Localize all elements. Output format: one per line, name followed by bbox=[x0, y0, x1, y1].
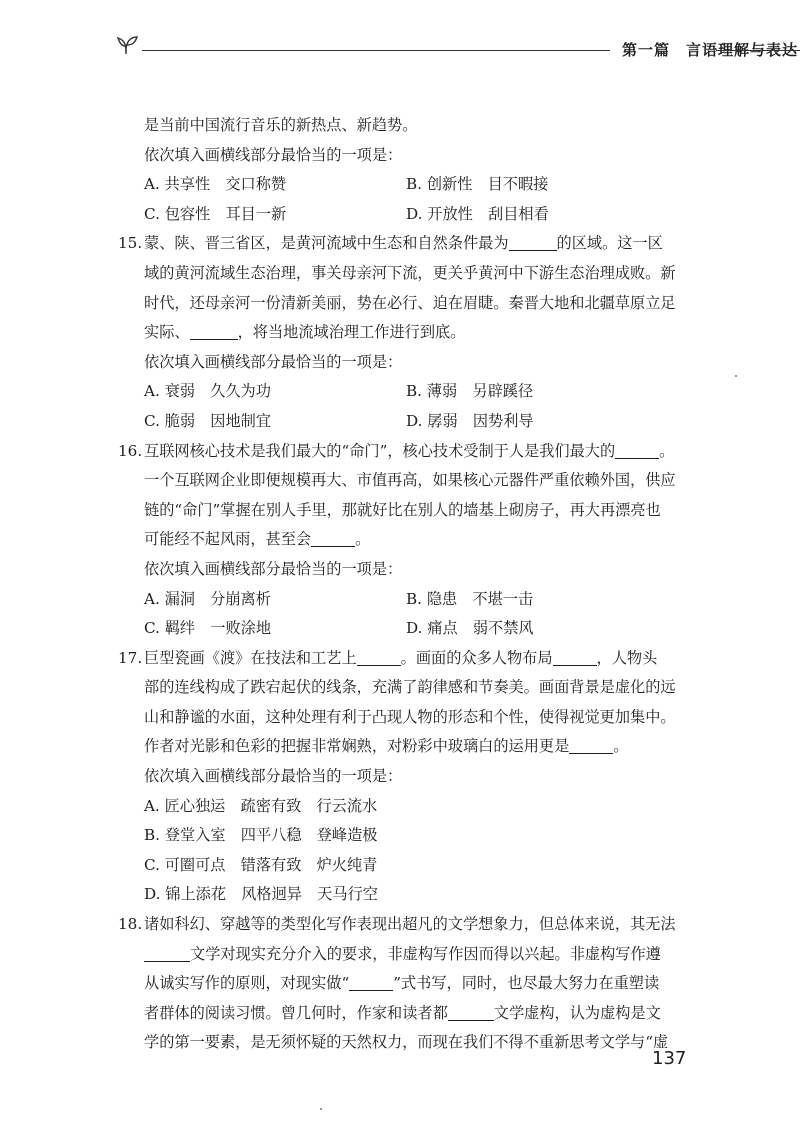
page-number: 137 bbox=[652, 1048, 687, 1069]
answer-blank bbox=[569, 736, 613, 754]
q15-text: 蒙、陕、晋三省区，是黄河流域中生态和自然条件最为 bbox=[144, 234, 509, 253]
q18-line2 bbox=[118, 940, 723, 970]
answer-blank bbox=[509, 233, 557, 251]
q15-text: ，将当地流域治理工作进行到底。 bbox=[237, 323, 466, 342]
answer-blank bbox=[144, 944, 190, 962]
question-number: 15. bbox=[118, 234, 143, 253]
q16-line2: 一个互联网企业即便规模再大、市值再高，如果核心元器件严重依赖外国，供应 bbox=[144, 471, 676, 490]
q15-line1 bbox=[118, 229, 723, 259]
option-a: A. 衰弱 久久为功 bbox=[144, 382, 271, 401]
page-content bbox=[118, 111, 723, 1058]
q17-text: 作者对光影和色彩的把握非常娴熟，对粉彩中玻璃白的运用更是 bbox=[144, 737, 570, 756]
carryover-options-row1 bbox=[118, 170, 723, 200]
q15-options-row2 bbox=[118, 407, 723, 437]
option-b: B. 创新性 目不暇接 bbox=[406, 175, 549, 194]
answer-blank bbox=[448, 1003, 494, 1021]
q18-line4 bbox=[118, 999, 723, 1029]
carryover-options-row2 bbox=[118, 200, 723, 230]
q17-text: 巨型瓷画《渡》在技法和工艺上 bbox=[144, 648, 357, 667]
scan-speck bbox=[735, 375, 737, 377]
q16-options-row2 bbox=[118, 614, 723, 644]
scan-speck bbox=[320, 1108, 322, 1110]
q15-prompt: 依次填入画横线部分最恰当的一项是： bbox=[144, 352, 403, 371]
option-d: D. 痛点 弱不禁风 bbox=[406, 619, 534, 638]
carryover-line: 是当前中国流行音乐的新热点、新趋势。 bbox=[144, 116, 418, 134]
answer-blank bbox=[357, 648, 401, 666]
q16-text: 可能经不起风雨，甚至会 bbox=[144, 530, 312, 549]
q17-option-b: B. 登堂入室 四平八稳 登峰造极 bbox=[144, 826, 378, 845]
q17-text: 。画面的众多人物布局 bbox=[400, 648, 553, 667]
q17-option-c: C. 可圈可点 错落有致 炉火纯青 bbox=[144, 855, 378, 874]
q17-option-a: A. 匠心独运 疏密有致 行云流水 bbox=[144, 796, 378, 815]
question-number: 18. bbox=[118, 915, 143, 934]
q15-text: 实际、 bbox=[144, 323, 190, 342]
q15-line3: 时代，还母亲河一份清新美丽，势在必行、迫在眉睫。秦晋大地和北疆草原立足 bbox=[144, 293, 676, 312]
option-b: B. 隐患 不堪一击 bbox=[406, 589, 534, 608]
q18-line1 bbox=[118, 910, 723, 940]
q17-line3: 山和静谧的水面，这种处理有利于凸现人物的形态和个性，使得视觉更加集中。 bbox=[144, 707, 676, 726]
q15-text: 的区域。这一区 bbox=[556, 234, 663, 253]
page-header bbox=[112, 30, 800, 70]
q16-prompt: 依次填入画横线部分最恰当的一项是： bbox=[144, 559, 403, 578]
q18-text: 从诚实写作的原则，对现实做“ bbox=[144, 974, 350, 993]
q15-line2: 域的黄河流域生态治理，事关母亲河下流，更关乎黄河中下游生态治理成败。新 bbox=[144, 263, 676, 282]
q16-options-row1 bbox=[118, 585, 723, 615]
header-rule-left bbox=[142, 50, 610, 51]
header-rule-right bbox=[716, 50, 800, 51]
q17-line4 bbox=[118, 732, 723, 762]
option-a: A. 漏洞 分崩离析 bbox=[144, 589, 271, 608]
answer-blank bbox=[615, 441, 659, 459]
option-c: C. 脆弱 因地制宜 bbox=[144, 411, 272, 430]
option-b: B. 薄弱 另辟蹊径 bbox=[406, 382, 534, 401]
answer-blank bbox=[311, 529, 355, 547]
question-number: 17. bbox=[118, 648, 143, 667]
q17-text: ，人物头 bbox=[596, 648, 658, 667]
q17-text: 。 bbox=[613, 737, 629, 756]
answer-blank bbox=[553, 648, 597, 666]
q15-line4 bbox=[118, 318, 723, 348]
q18-text: 者群体的阅读习惯。曾几何时，作家和读者都 bbox=[144, 1003, 448, 1022]
q18-text: 文学对现实充分介入的要求，非虚构写作因而得以兴起。非虚构写作遵 bbox=[190, 944, 661, 963]
answer-blank bbox=[190, 322, 238, 340]
q18-line5: 学的第一要素，是无须怀疑的天然权力，而现在我们不得不重新思考文学与“虚 bbox=[144, 1033, 669, 1052]
sprout-icon bbox=[112, 30, 142, 60]
q18-text: 文学虚构，认为虚构是文 bbox=[493, 1003, 661, 1022]
q17-prompt: 依次填入画横线部分最恰当的一项是： bbox=[144, 767, 403, 786]
option-c: C. 包容性 耳目一新 bbox=[144, 204, 287, 223]
q15-options-row1 bbox=[118, 377, 723, 407]
section-title: 第一篇 言语理解与表达 bbox=[622, 41, 799, 59]
option-d: D. 开放性 刮目相看 bbox=[406, 204, 549, 223]
q18-text: ”式书写，同时，也尽最大努力在重塑读 bbox=[393, 974, 660, 993]
q18-text: 诸如科幻、穿越等的类型化写作表现出超凡的文学想象力，但总体来说，其无法 bbox=[144, 915, 676, 934]
question-number: 16. bbox=[118, 441, 143, 460]
q17-line1 bbox=[118, 644, 723, 674]
q17-line2: 部的连线构成了跌宕起伏的线条，充满了韵律感和节奏美。画面背景是虚化的远 bbox=[144, 678, 676, 697]
option-a: A. 共享性 交口称赞 bbox=[144, 175, 287, 194]
q18-line3 bbox=[118, 969, 723, 999]
answer-blank bbox=[349, 973, 393, 991]
q16-text: 互联网核心技术是我们最大的“命门”，核心技术受制于人是我们最大的 bbox=[144, 441, 616, 460]
q16-line3: 链的“命门”掌握在别人手里，那就好比在别人的墙基上砌房子，再大再漂亮也 bbox=[144, 500, 661, 519]
q17-option-d: D. 锦上添花 风格迥异 天马行空 bbox=[144, 885, 378, 904]
carryover-prompt: 依次填入画横线部分最恰当的一项是： bbox=[144, 145, 403, 164]
option-d: D. 孱弱 因势利导 bbox=[406, 411, 534, 430]
q16-text: 。 bbox=[355, 530, 371, 549]
q16-line1 bbox=[118, 437, 723, 467]
q16-line4 bbox=[118, 525, 723, 555]
q16-text: 。 bbox=[659, 441, 675, 460]
option-c: C. 羁绊 一败涂地 bbox=[144, 619, 272, 638]
